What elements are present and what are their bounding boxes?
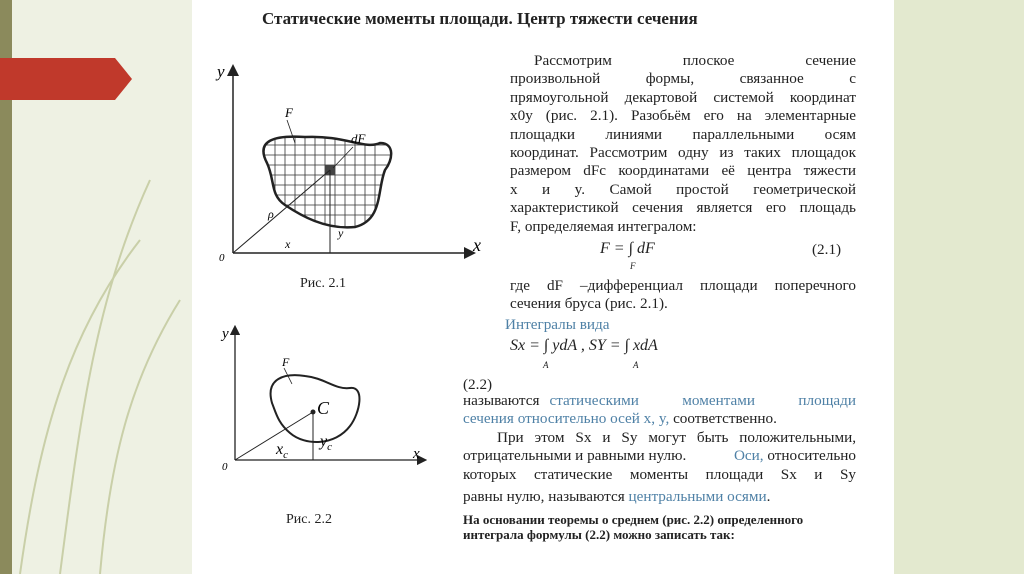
rho-label: ρ	[268, 207, 274, 221]
area-label: F	[285, 105, 293, 120]
paragraph-3-line-1: называются статическими моментами площади	[463, 392, 856, 409]
xc-label: $x_c$	[276, 441, 288, 461]
paragraph-4-line-4: равны нулю, называются центральными осями.	[463, 488, 771, 506]
paragraph-1-line: площадки линиями параллельными осям	[510, 125, 856, 143]
section-outline-2	[271, 375, 360, 442]
paragraph-2-line: сечения бруса (рис. 2.1).	[510, 295, 668, 313]
figure-2-1	[205, 55, 495, 270]
paragraph-5	[463, 512, 803, 542]
integrals-label: Интегралы вида	[505, 316, 610, 333]
centroid-label: C	[317, 398, 330, 418]
paragraph-1-line: произвольной формы, связанное с	[510, 70, 856, 88]
red-arrow-shape	[0, 58, 132, 100]
origin-label: 0	[219, 252, 225, 264]
x-coordinate-label: x	[285, 237, 291, 251]
y-coordinate-label: y	[338, 226, 344, 240]
page-title: Статические моменты площади. Центр тяжести сечения	[262, 9, 698, 28]
paragraph-2	[510, 277, 856, 314]
figure-2-2-caption: Рис. 2.2	[286, 512, 332, 527]
formula-2-2-subscript-2: A	[633, 360, 639, 370]
yc-label: $y_c$	[320, 433, 332, 453]
paragraph-4-line-1: При этом Sx и Sy могут быть положительными,	[497, 428, 856, 446]
element-label: dF	[351, 131, 366, 146]
formula-2-1: F = ∫ dF	[600, 240, 655, 257]
formula-2-1-number: (2.1)	[812, 241, 842, 258]
formula-2-2-subscript-1: A	[543, 360, 549, 370]
formula-2-2: Sx = ∫ ydA , SY = ∫ xdA	[510, 337, 658, 354]
centroid-ray	[235, 412, 313, 460]
paragraph-1-line: прямоугольной декартовой системой координат	[510, 88, 856, 106]
section-outline	[263, 137, 391, 228]
y-axis-label-2: y	[222, 326, 229, 342]
rho-line	[233, 170, 330, 253]
paragraph-4-line-3: которых статические моменты площади Sx и Sy	[463, 465, 856, 483]
paragraph-4-line-2: отрицательными и равными нулю. Оси, относительно	[463, 447, 856, 465]
paragraph-1-line: координат. Рассмотрим одну из таких площадок	[510, 144, 856, 162]
formula-2-2-number: (2.2)	[463, 376, 493, 393]
origin-label-2: 0	[222, 461, 228, 473]
paragraph-3	[463, 392, 856, 506]
paragraph-5-line: На основании теоремы о среднем (рис. 2.2) определенного	[463, 512, 804, 527]
x-axis-label: x	[473, 235, 481, 255]
paragraph-1-line: размером dFc координатами её центра тяжести	[510, 162, 856, 180]
right-band	[894, 0, 1024, 574]
paragraph-1-line: F, определяемая интегралом:	[510, 217, 697, 235]
paragraph-1-line: характеристикой сечения является его площадь	[510, 199, 856, 217]
y-axis-label: y	[217, 62, 225, 81]
area-label-2: F	[282, 355, 290, 369]
paragraph-2-line: где dF –дифференциал площади поперечного	[510, 277, 856, 294]
paragraph-5-line: интеграла формулы (2.2) можно записать так:	[463, 527, 735, 542]
paragraph-1-line: x0y (рис. 2.1). Разобьём его на элементарные	[510, 107, 856, 125]
figure-2-2	[210, 318, 430, 478]
left-decoration	[0, 0, 190, 574]
figure-2-1-caption: Рис. 2.1	[300, 276, 346, 291]
paragraph-1	[510, 52, 856, 236]
paragraph-3-line-2: сечения относительно осей x, y, соответственно.	[463, 410, 777, 428]
paragraph-1-line: Рассмотрим плоское сечение	[534, 52, 856, 69]
paragraph-1-line: x и y. Самой простой геометрической	[510, 180, 856, 198]
formula-2-1-subscript: F	[630, 261, 636, 271]
x-axis-label-2: x	[413, 446, 420, 462]
